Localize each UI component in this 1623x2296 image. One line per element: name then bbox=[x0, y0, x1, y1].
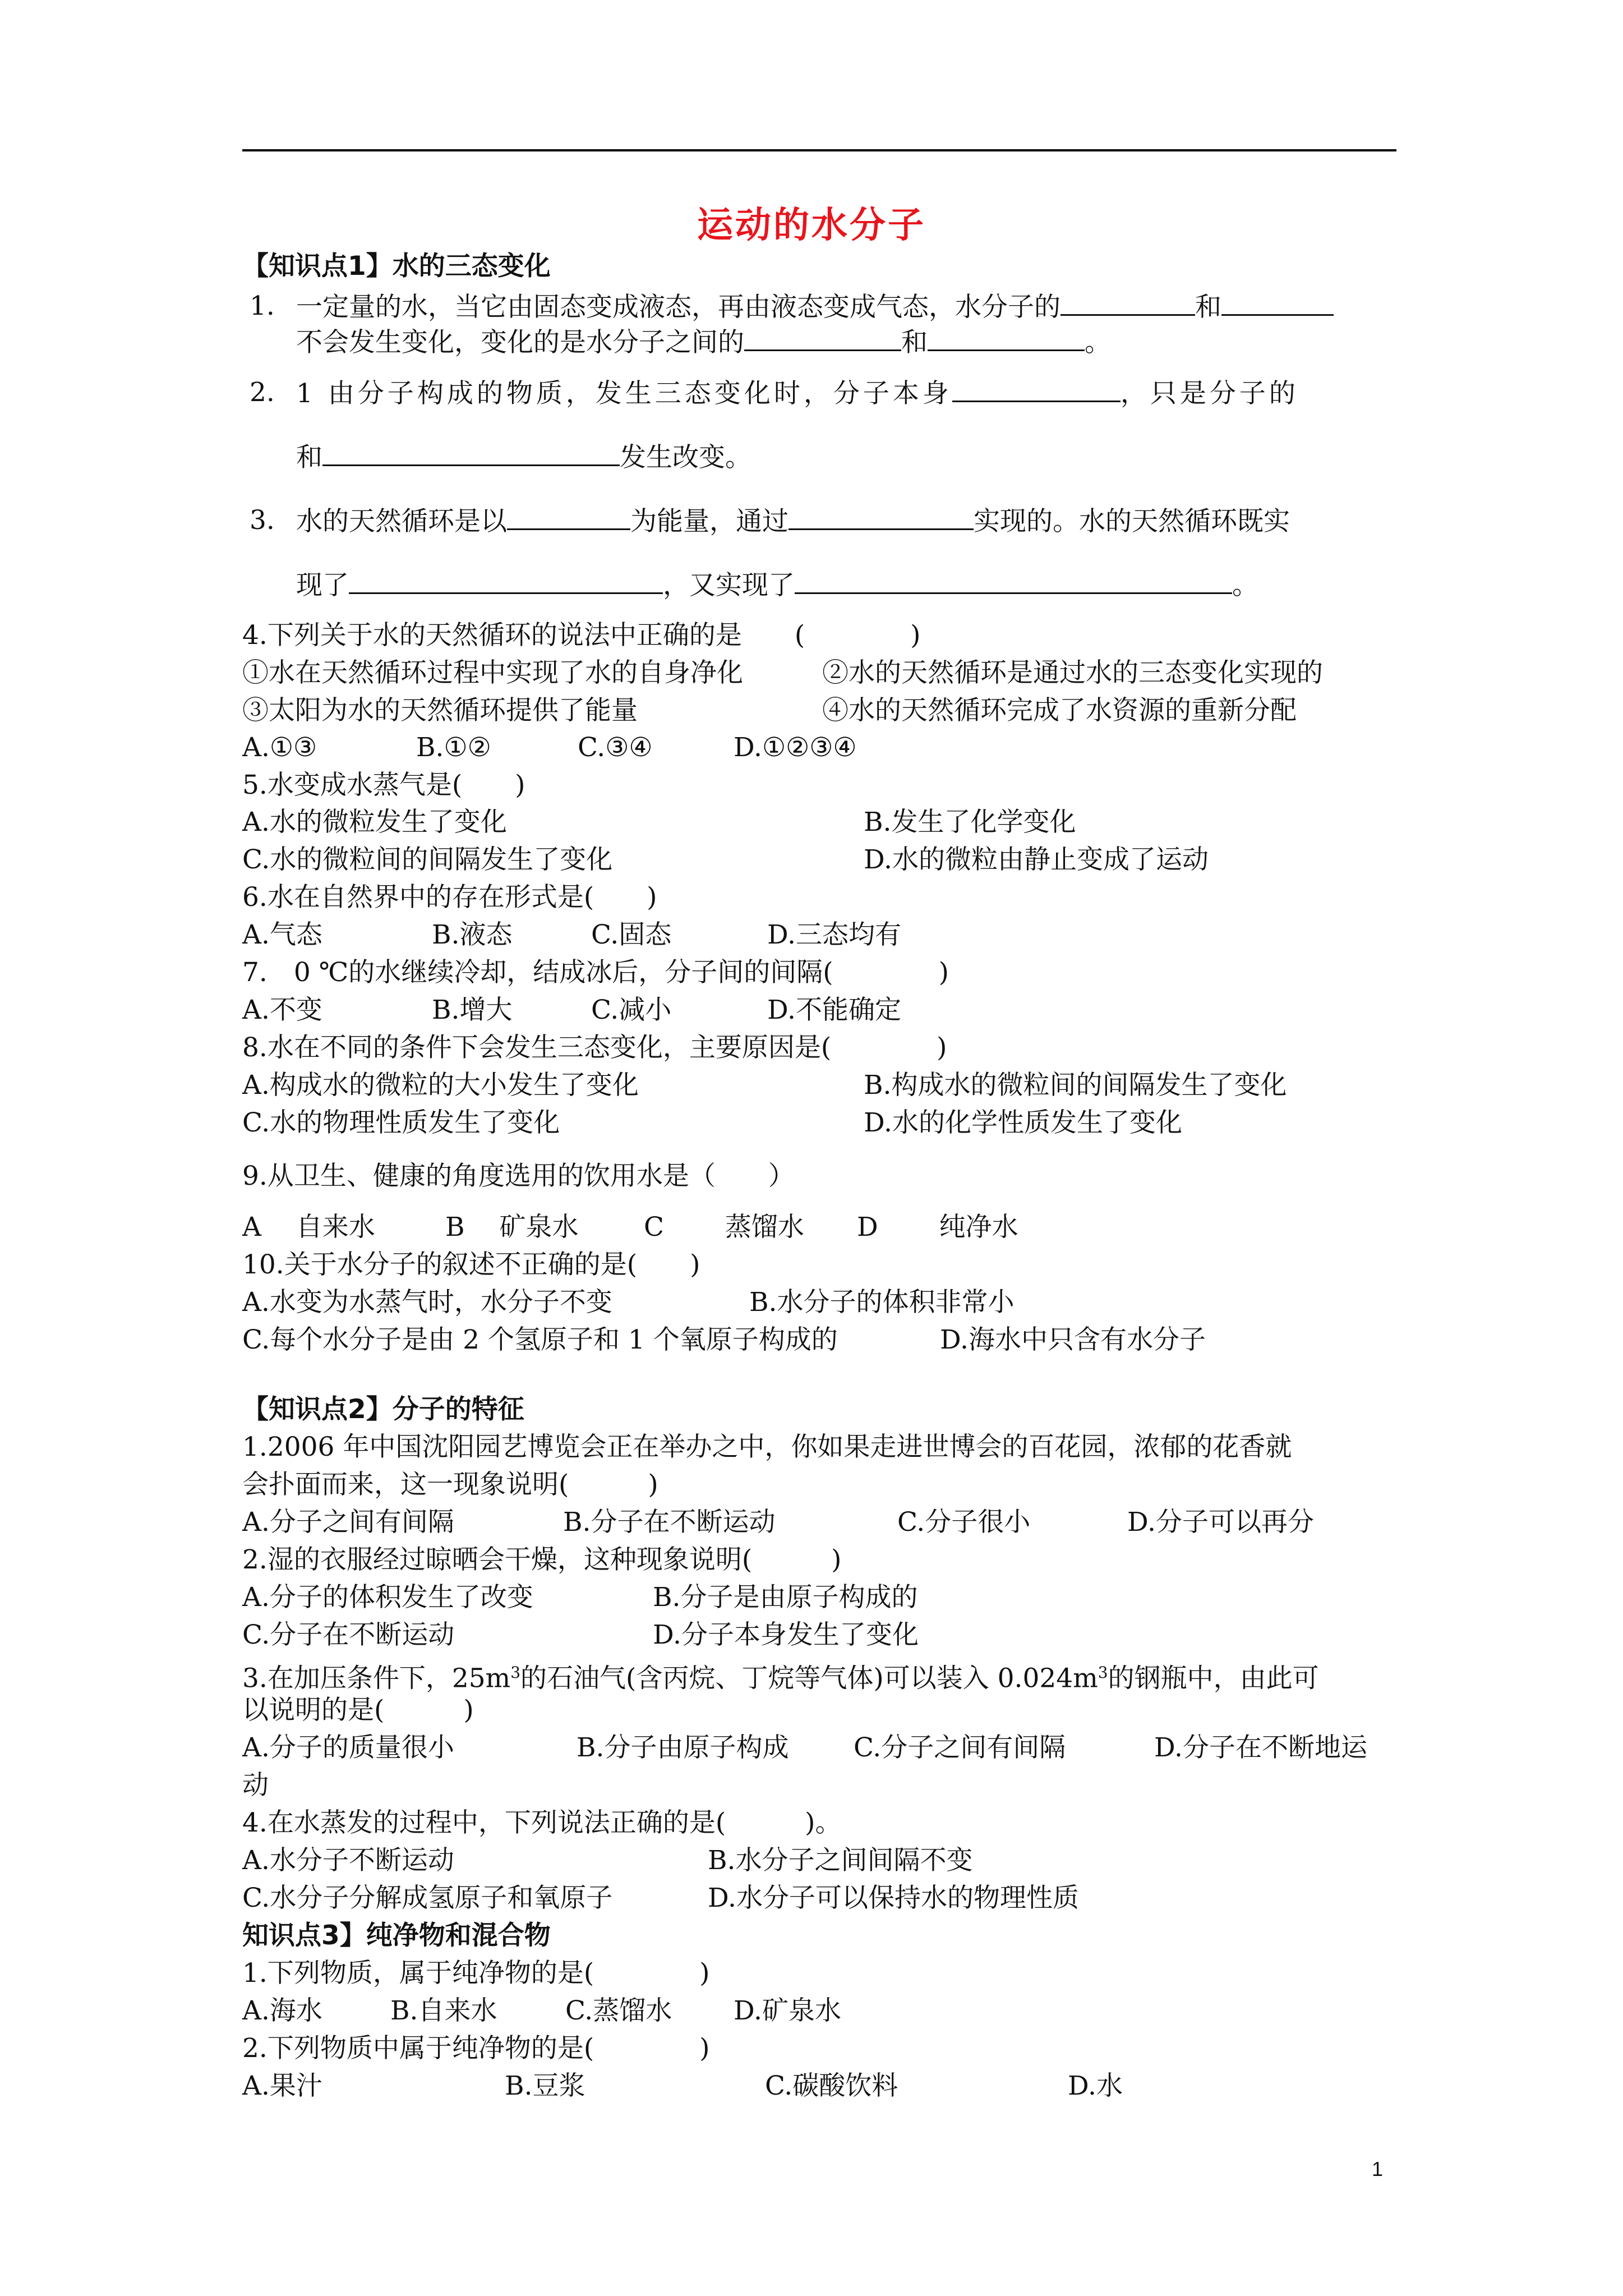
s1-q10-option-a: A.水变为水蒸气时，水分子不变 bbox=[242, 1287, 612, 1318]
s2-q3-option-d-cont: 动 bbox=[242, 1770, 269, 1801]
answer-blank[interactable] bbox=[1221, 289, 1334, 316]
s1-q10-stem: 10.关于水分子的叙述不正确的是( ) bbox=[242, 1249, 700, 1280]
s1-q6-stem: 6.水在自然界中的存在形式是( ) bbox=[242, 882, 657, 913]
answer-blank[interactable] bbox=[1061, 289, 1195, 316]
s3-q1-option-a: A.海水 bbox=[242, 1995, 322, 2026]
s1-q1-line1: 一定量的水，当它由固态变成液态，再由液态变成气态，水分子的 和 bbox=[296, 289, 1334, 324]
s2-q1-line2: 会扑面而来，这一现象说明( ) bbox=[242, 1469, 658, 1500]
s2-q4-option-d: D.水分子可以保持水的物理性质 bbox=[708, 1883, 1079, 1913]
s1-q7-stem: 7. 0 ℃的水继续冷却，结成冰后，分子间的间隔( ) bbox=[242, 957, 949, 988]
s1-q8-option-b: B.构成水的微粒间的间隔发生了变化 bbox=[864, 1070, 1287, 1101]
s3-q2-option-c: C.碳酸饮料 bbox=[765, 2070, 898, 2101]
s1-q4-statement-4: ④水的天然循环完成了水资源的重新分配 bbox=[822, 695, 1297, 726]
s1-q7-option-b: B.增大 bbox=[432, 995, 513, 1025]
s1-q8-stem: 8.水在不同的条件下会发生三态变化，主要原因是( ) bbox=[242, 1032, 947, 1063]
s1-q4-option-a: A.①③ bbox=[242, 732, 317, 763]
s1-q6-option-d: D.三态均有 bbox=[767, 919, 901, 950]
section-3-heading: 知识点3】纯净物和混合物 bbox=[242, 1920, 551, 1951]
s3-q1-option-d: D.矿泉水 bbox=[734, 1995, 841, 2026]
s1-q2-line1: 1 由分子构成的物质，发生三态变化时，分子本身 ，只是分子的 bbox=[296, 376, 1299, 411]
s1-q4-option-b: B.①② bbox=[416, 732, 491, 763]
s3-q1-option-b: B.自来水 bbox=[390, 1995, 497, 2026]
s2-q3-option-a: A.分子的质量很小 bbox=[242, 1732, 454, 1763]
answer-blank[interactable] bbox=[789, 504, 974, 530]
s3-q1-option-c: C.蒸馏水 bbox=[565, 1995, 672, 2026]
s1-q6-option-b: B.液态 bbox=[432, 919, 513, 950]
answer-blank[interactable] bbox=[795, 568, 1232, 594]
s1-q10-option-d: D.海水中只含有水分子 bbox=[940, 1324, 1206, 1355]
s2-q2-stem: 2.湿的衣服经过晾晒会干燥，这种现象说明( ) bbox=[242, 1544, 842, 1575]
s2-q4-stem: 4.在水蒸发的过程中，下列说法正确的是( )。 bbox=[242, 1807, 842, 1838]
s1-q8-option-c: C.水的物理性质发生了变化 bbox=[242, 1107, 560, 1138]
s1-q8-option-d: D.水的化学性质发生了变化 bbox=[864, 1107, 1182, 1138]
s1-q5-option-a: A.水的微粒发生了变化 bbox=[242, 807, 507, 838]
header-rule bbox=[242, 149, 1396, 151]
s1-q4-stem: 4.下列关于水的天然循环的说法中正确的是 ( ) bbox=[242, 620, 921, 651]
s1-q1-number: 1. bbox=[250, 291, 275, 321]
s1-q5-option-d: D.水的微粒由静止变成了运动 bbox=[864, 844, 1209, 875]
s1-q3-line1: 水的天然循环是以 为能量，通过 实现的。水的天然循环既实 bbox=[296, 504, 1290, 539]
s2-q4-option-b: B.水分子之间间隔不变 bbox=[708, 1845, 973, 1876]
section-2-heading: 【知识点2】分子的特征 bbox=[242, 1394, 524, 1425]
page-title: 运动的水分子 bbox=[697, 205, 926, 246]
answer-blank[interactable] bbox=[744, 325, 901, 351]
s2-q1-option-c: C.分子很小 bbox=[897, 1507, 1031, 1538]
s1-q5-option-c: C.水的微粒间的间隔发生了变化 bbox=[242, 844, 613, 875]
s2-q2-option-b: B.分子是由原子构成的 bbox=[653, 1582, 918, 1613]
s2-q2-option-c: C.分子在不断运动 bbox=[242, 1619, 455, 1650]
s3-q2-stem: 2.下列物质中属于纯净物的是( ) bbox=[242, 2033, 710, 2064]
answer-blank[interactable] bbox=[349, 568, 663, 594]
s2-q4-option-a: A.水分子不断运动 bbox=[242, 1845, 454, 1876]
s1-q10-option-b: B.水分子的体积非常小 bbox=[749, 1287, 1015, 1318]
s1-q9-stem: 9.从卫生、健康的角度选用的饮用水是（ ） bbox=[242, 1161, 795, 1191]
s1-q6-option-a: A.气态 bbox=[242, 919, 322, 950]
s2-q3-option-c: C.分子之间有间隔 bbox=[854, 1732, 1066, 1763]
s2-q3-line2: 以说明的是( ) bbox=[242, 1695, 474, 1726]
page-number: 1 bbox=[1372, 2157, 1384, 2180]
s2-q2-option-a: A.分子的体积发生了改变 bbox=[242, 1582, 533, 1613]
s1-q7-option-c: C.减小 bbox=[591, 995, 672, 1025]
answer-blank[interactable] bbox=[952, 376, 1121, 402]
s2-q4-option-c: C.水分子分解成氢原子和氧原子 bbox=[242, 1883, 613, 1913]
s2-q3-option-d: D.分子在不断地运 bbox=[1154, 1732, 1367, 1763]
s3-q2-option-b: B.豆浆 bbox=[505, 2070, 585, 2101]
s1-q9-option-c: C 蒸馏水 bbox=[644, 1212, 804, 1243]
s2-q2-option-d: D.分子本身发生了变化 bbox=[653, 1619, 919, 1650]
s1-q6-option-c: C.固态 bbox=[591, 919, 672, 950]
s1-q4-statement-3: ③太阳为水的天然循环提供了能量 bbox=[242, 695, 638, 726]
s1-q4-statement-1: ①水在天然循环过程中实现了水的自身净化 bbox=[242, 657, 743, 688]
s2-q1-option-b: B.分子在不断运动 bbox=[563, 1507, 776, 1538]
s1-q3-number: 3. bbox=[250, 505, 275, 536]
s1-q5-option-b: B.发生了化学变化 bbox=[864, 807, 1076, 838]
answer-blank[interactable] bbox=[928, 325, 1085, 351]
s3-q2-option-d: D.水 bbox=[1068, 2070, 1123, 2101]
s1-q10-option-c: C.每个水分子是由 2 个氢原子和 1 个氧原子构成的 bbox=[242, 1324, 838, 1355]
s2-q3-line1: 3.在加压条件下，$25m^3$的石油气(含丙烷、丁烷等气体)可以装入 $0.024m^3$的钢瓶中，由此可 bbox=[242, 1663, 1319, 1694]
s1-q4-statement-2: ②水的天然循环是通过水的三态变化实现的 bbox=[822, 657, 1323, 688]
s1-q4-option-d: D.①②③④ bbox=[734, 732, 857, 763]
s1-q2-number: 2. bbox=[250, 377, 275, 408]
s1-q4-option-c: C.③④ bbox=[578, 732, 653, 763]
answer-blank[interactable] bbox=[322, 440, 620, 466]
s2-q3-option-b: B.分子由原子构成 bbox=[577, 1732, 789, 1763]
s2-q1-option-d: D.分子可以再分 bbox=[1127, 1507, 1314, 1538]
s2-q1-line1: 1.2006 年中国沈阳园艺博览会正在举办之中，你如果走进世博会的百花园，浓郁的花香就 bbox=[242, 1432, 1292, 1462]
s1-q9-option-b: B 矿泉水 bbox=[445, 1212, 579, 1243]
s1-q1-line2: 不会发生变化，变化的是水分子之间的 和 。 bbox=[296, 325, 1111, 360]
s2-q1-option-a: A.分子之间有间隔 bbox=[242, 1507, 454, 1538]
section-1-heading: 【知识点1】水的三态变化 bbox=[242, 251, 551, 282]
s3-q2-option-a: A.果汁 bbox=[242, 2070, 322, 2101]
s1-q9-option-a: A 自来水 bbox=[242, 1212, 375, 1243]
answer-blank[interactable] bbox=[507, 504, 630, 530]
s1-q7-option-a: A.不变 bbox=[242, 995, 322, 1025]
s1-q5-stem: 5.水变成水蒸气是( ) bbox=[242, 770, 525, 800]
s1-q7-option-d: D.不能确定 bbox=[767, 995, 901, 1025]
s1-q9-option-d: D 纯净水 bbox=[857, 1212, 1018, 1243]
s1-q2-line2: 和 发生改变。 bbox=[296, 440, 751, 475]
s1-q8-option-a: A.构成水的微粒的大小发生了变化 bbox=[242, 1070, 639, 1101]
s3-q1-stem: 1.下列物质，属于纯净物的是( ) bbox=[242, 1958, 710, 1989]
s1-q3-line2: 现了 ，又实现了 。 bbox=[296, 568, 1258, 602]
